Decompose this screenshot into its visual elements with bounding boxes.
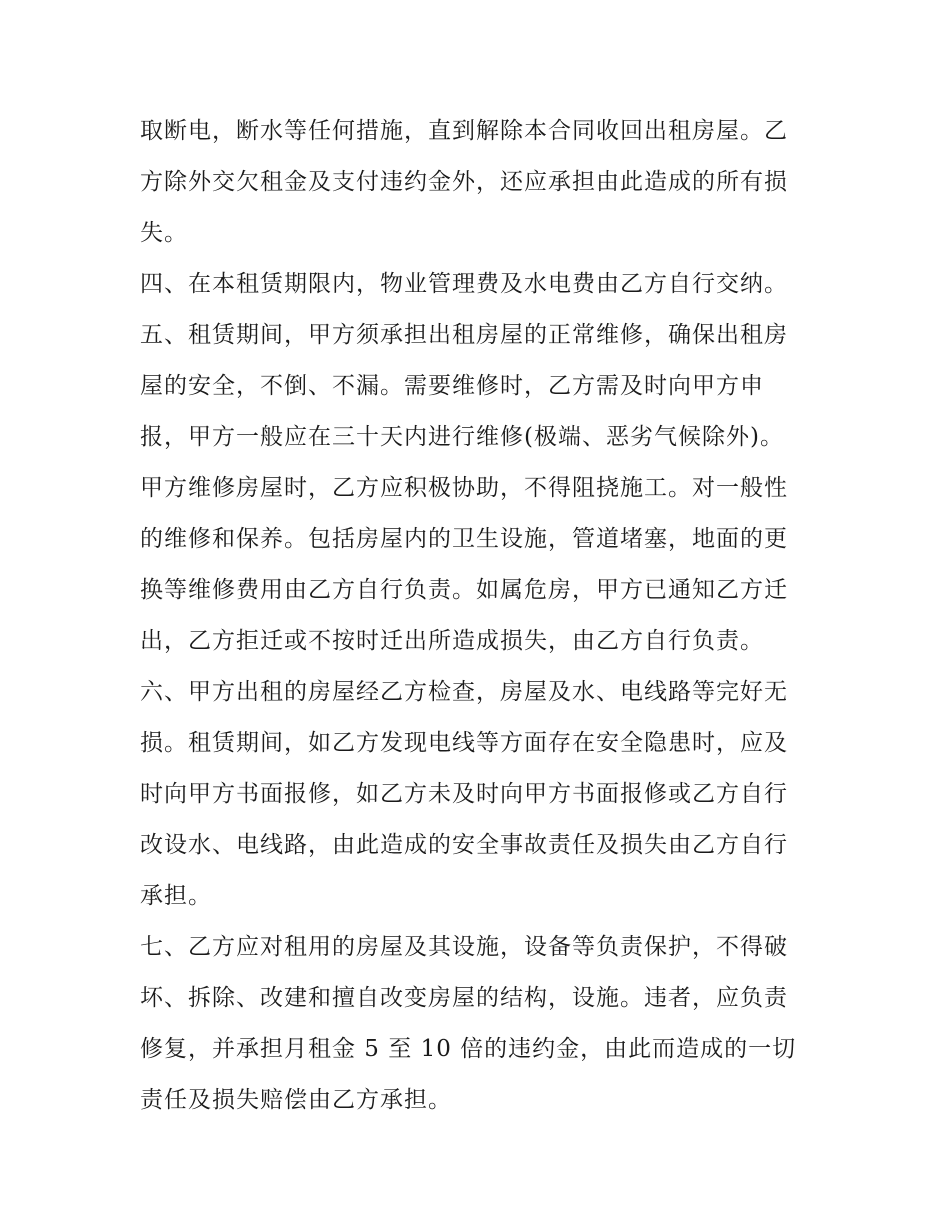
text-line: 承担。 [140, 883, 212, 909]
text-line: 的维修和保养。包括房屋内的卫生设施，管道堵塞，地面的更 [140, 526, 788, 552]
text-line: 七、乙方应对租用的房屋及其设施，设备等负责保护，不得破 [140, 934, 788, 960]
text-line: 报，甲方一般应在三十天内进行维修(极端、恶劣气候除外)。 [140, 424, 784, 450]
text-line: 取断电，断水等任何措施，直到解除本合同收回出租房屋。乙 [140, 118, 788, 144]
text-line: 屋的安全，不倒、不漏。需要维修时，乙方需及时向甲方申 [140, 373, 764, 399]
text-line: 改设水、电线路，由此造成的安全事故责任及损失由乙方自行 [140, 832, 788, 858]
text-line: 六、甲方出租的房屋经乙方检查，房屋及水、电线路等完好无 [140, 679, 788, 705]
text-line: 失。 [140, 220, 188, 246]
text-line: 方除外交欠租金及支付违约金外，还应承担由此造成的所有损 [140, 169, 788, 195]
text-line: 四、在本租赁期限内，物业管理费及水电费由乙方自行交纳。 [140, 271, 788, 297]
text-line: 甲方维修房屋时，乙方应积极协助，不得阻挠施工。对一般性 [140, 475, 788, 501]
document-body [140, 106, 820, 1126]
text-line: 换等维修费用由乙方自行负责。如属危房，甲方已通知乙方迁 [140, 577, 788, 603]
text-line: 坏、拆除、改建和擅自改变房屋的结构，设施。违者，应负责 [140, 985, 788, 1011]
text-line: 出，乙方拒迁或不按时迁出所造成损失，由乙方自行负责。 [140, 628, 764, 654]
text-line: 损。租赁期间，如乙方发现电线等方面存在安全隐患时，应及 [140, 730, 788, 756]
text-line: 修复，并承担月租金 5 至 10 倍的违约金，由此而造成的一切 [140, 1036, 797, 1062]
text-line: 五、租赁期间，甲方须承担出租房屋的正常维修，确保出租房 [140, 322, 788, 348]
text-line: 责任及损失赔偿由乙方承担。 [140, 1087, 452, 1113]
text-line: 时向甲方书面报修，如乙方未及时向甲方书面报修或乙方自行 [140, 781, 788, 807]
